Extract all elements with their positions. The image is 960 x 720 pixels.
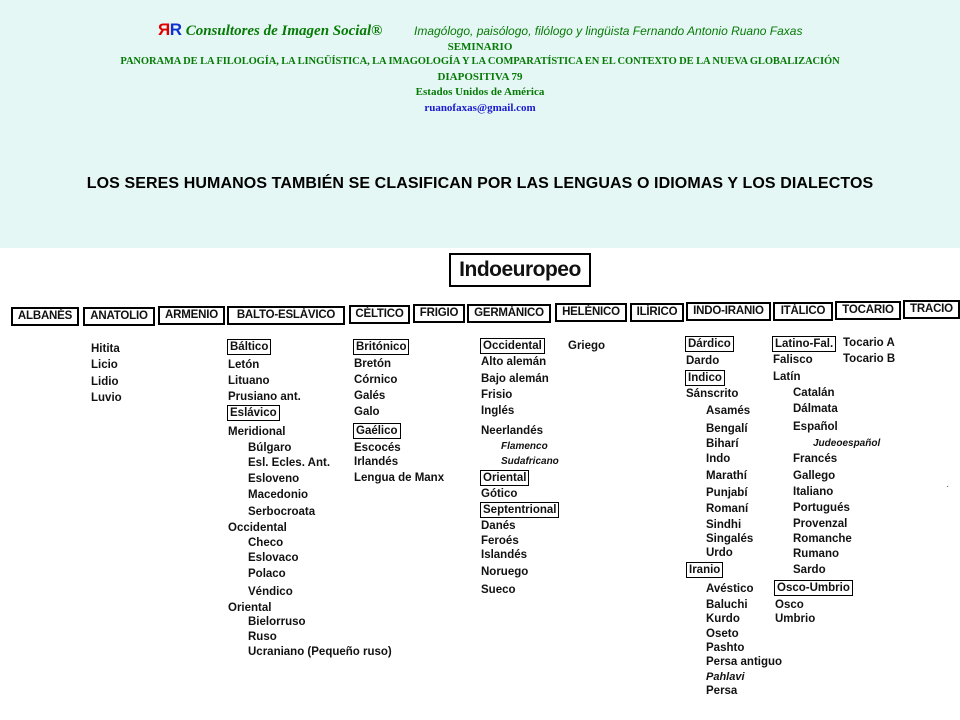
family-albanes: ALBANÉS	[11, 307, 79, 326]
family-tocario: TOCARIO	[835, 301, 901, 320]
lang-feroes: Feroés	[481, 535, 519, 547]
lang-bengali: Bengalí	[706, 423, 748, 435]
stray-dot: ·	[946, 481, 950, 492]
lang-ingles: Inglés	[481, 405, 515, 417]
family-germanico: GERMÁNICO	[467, 304, 551, 323]
lang-frisio: Frisio	[481, 389, 513, 401]
logo-letter-mirrored: R	[157, 20, 170, 39]
lang-ucraniano: Ucraniano (Pequeño ruso)	[248, 646, 392, 658]
lang-sindhi: Sindhi	[706, 519, 742, 531]
lang-provenzal: Provenzal	[793, 518, 848, 530]
company-name: Consultores de Imagen Social®	[185, 23, 383, 39]
lang-falisco: Falisco	[773, 354, 813, 366]
lang-macedonio: Macedonio	[248, 489, 309, 501]
family-helenico: HELÉNICO	[555, 303, 627, 322]
family-anatolio: ANATOLIO	[83, 307, 155, 326]
lang-gales: Galés	[354, 390, 386, 402]
root-node: Indoeuropeo	[449, 253, 591, 287]
lang-latin: Latín	[773, 371, 801, 383]
family-armenio: ARMENIO	[158, 306, 225, 325]
lang-alto-aleman: Alto alemán	[481, 356, 547, 368]
lang-avestico: Avéstico	[706, 583, 754, 595]
lang-tocario-a: Tocario A	[843, 337, 895, 349]
lang-singales: Singalés	[706, 533, 754, 545]
header-banner	[0, 0, 960, 248]
lang-espanol: Español	[793, 421, 838, 433]
lang-sardo: Sardo	[793, 564, 826, 576]
author-line: Imagólogo, paisólogo, filólogo y lingüista Fernando Antonio Ruano Faxas	[413, 24, 803, 38]
brand-line	[0, 20, 960, 40]
lang-vendico: Véndico	[248, 586, 293, 598]
lang-polaco: Polaco	[248, 568, 286, 580]
lang-esl-ecles: Esl. Ecles. Ant.	[248, 457, 331, 469]
lang-osco: Osco	[775, 599, 804, 611]
family-italico: ITÁLICO	[773, 302, 833, 321]
lang-marathi: Marathí	[706, 470, 747, 482]
subgroup-latino-fal: Latino-Fal.	[772, 336, 836, 352]
subgroup-occidental-eslavico: Occidental	[228, 522, 287, 534]
subgroup-baltico: Báltico	[227, 339, 271, 355]
lang-italiano: Italiano	[793, 486, 834, 498]
lang-serbocroata: Serbocroata	[248, 506, 316, 518]
lang-punjabi: Punjabí	[706, 487, 748, 499]
lang-galo: Galo	[354, 406, 380, 418]
lang-umbrio: Umbrio	[775, 613, 816, 625]
lang-romanche: Romanche	[793, 533, 852, 545]
lang-irlandes: Irlandés	[354, 456, 399, 468]
lang-sanscrito: Sánscrito	[686, 388, 739, 400]
lang-checo: Checo	[248, 537, 284, 549]
lang-dardo: Dardo	[686, 355, 720, 367]
lang-portugues: Portugués	[793, 502, 850, 514]
lang-leton: Letón	[228, 359, 260, 371]
lang-romani: Romaní	[706, 503, 749, 515]
lang-manx: Lengua de Manx	[354, 472, 445, 484]
lang-sudafricano: Sudafricano	[501, 456, 559, 467]
lang-cornico: Córnico	[354, 374, 398, 386]
lang-oseto: Oseto	[706, 628, 739, 640]
lang-tocario-b: Tocario B	[843, 353, 896, 365]
lang-pashto: Pashto	[706, 642, 745, 654]
slide-title: LOS SERES HUMANOS TAMBIÉN SE CLASIFICAN POR LAS LENGUAS O IDIOMAS Y LOS DIALECTOS	[86, 175, 874, 192]
lang-lituano: Lituano	[228, 375, 270, 387]
lang-judeoespanol: Judeoespañol	[813, 438, 881, 449]
lang-escoces: Escocés	[354, 442, 401, 454]
subgroup-iranio: Iranio	[686, 562, 723, 578]
family-ilirico: ILÍRICO	[630, 303, 684, 322]
lang-bielorruso: Bielorruso	[248, 616, 306, 628]
subgroup-dardico: Dárdico	[685, 336, 734, 352]
lang-bulgaro: Búlgaro	[248, 442, 292, 454]
lang-frances: Francés	[793, 453, 838, 465]
family-balto-eslavico: BALTO-ESLÁVICO	[227, 306, 345, 325]
lang-sueco: Sueco	[481, 584, 516, 596]
lang-pahlavi: Pahlavi	[706, 671, 745, 683]
lang-islandes: Islandés	[481, 549, 528, 561]
lang-baluchi: Baluchi	[706, 599, 748, 611]
lang-persa-antiguo: Persa antiguo	[706, 656, 783, 668]
subgroup-britonico: Britónico	[353, 339, 409, 355]
lang-licio: Licio	[91, 359, 118, 371]
seminar-label: SEMINARIO	[447, 41, 513, 53]
lang-catalan: Catalán	[793, 387, 835, 399]
lang-danes: Danés	[481, 520, 516, 532]
subgroup-indico: Indico	[685, 370, 725, 386]
lang-gallego: Gallego	[793, 470, 836, 482]
subgroup-oriental-eslavico: Oriental	[228, 602, 272, 614]
seminar-title: PANORAMA DE LA FILOLOGÍA, LA LINGÜÍSTICA, LA IMAGOLOGÍA Y LA COMPARATÍSTICA EN EL CONTEXTO DE LA NUEVA GLOBALIZACIÓN	[120, 56, 840, 67]
lang-esloveno: Esloveno	[248, 473, 300, 485]
subgroup-meridional: Meridional	[228, 426, 286, 438]
lang-neerlandes: Neerlandés	[481, 425, 544, 437]
lang-breton: Bretón	[354, 358, 392, 370]
lang-asames: Asamés	[706, 405, 751, 417]
subgroup-oriental-germanico: Oriental	[480, 470, 529, 486]
lang-hitita: Hitita	[91, 343, 120, 355]
lang-flamenco: Flamenco	[501, 441, 548, 452]
lang-rumano: Rumano	[793, 548, 839, 560]
slide-number: DIAPOSITIVA 79	[437, 71, 523, 83]
logo-letter: R	[169, 20, 183, 39]
lang-indo: Indo	[706, 453, 731, 465]
family-frigio: FRIGIO	[413, 304, 465, 323]
family-tracio: TRACIO	[903, 300, 960, 319]
family-indo-iranio: INDO-IRANIO	[686, 302, 771, 321]
lang-bajo-aleman: Bajo alemán	[481, 373, 549, 385]
lang-eslovaco: Eslovaco	[248, 552, 299, 564]
lang-ruso: Ruso	[248, 631, 277, 643]
lang-griego: Griego	[568, 340, 606, 352]
lang-kurdo: Kurdo	[706, 613, 740, 625]
subgroup-occidental-germanico: Occidental	[480, 338, 545, 354]
lang-lidio: Lidio	[91, 376, 119, 388]
subgroup-eslavico: Eslávico	[227, 405, 280, 421]
email-link[interactable]: ruanofaxas@gmail.com	[424, 102, 536, 114]
subgroup-osco-umbrio: Osco-Umbrio	[774, 580, 853, 596]
lang-luvio: Luvio	[91, 392, 122, 404]
lang-persa: Persa	[706, 685, 738, 697]
country: Estados Unidos de América	[415, 86, 545, 98]
lang-urdo: Urdo	[706, 547, 733, 559]
lang-dalmata: Dálmata	[793, 403, 838, 415]
lang-bihari: Biharí	[706, 438, 739, 450]
subgroup-gaelico: Gaélico	[353, 423, 401, 439]
family-celtico: CÉLTICO	[349, 305, 410, 324]
lang-gotico: Gótico	[481, 488, 518, 500]
subgroup-septentrional: Septentrional	[480, 502, 559, 518]
lang-prusiano: Prusiano ant.	[228, 391, 301, 403]
lang-noruego: Noruego	[481, 566, 529, 578]
